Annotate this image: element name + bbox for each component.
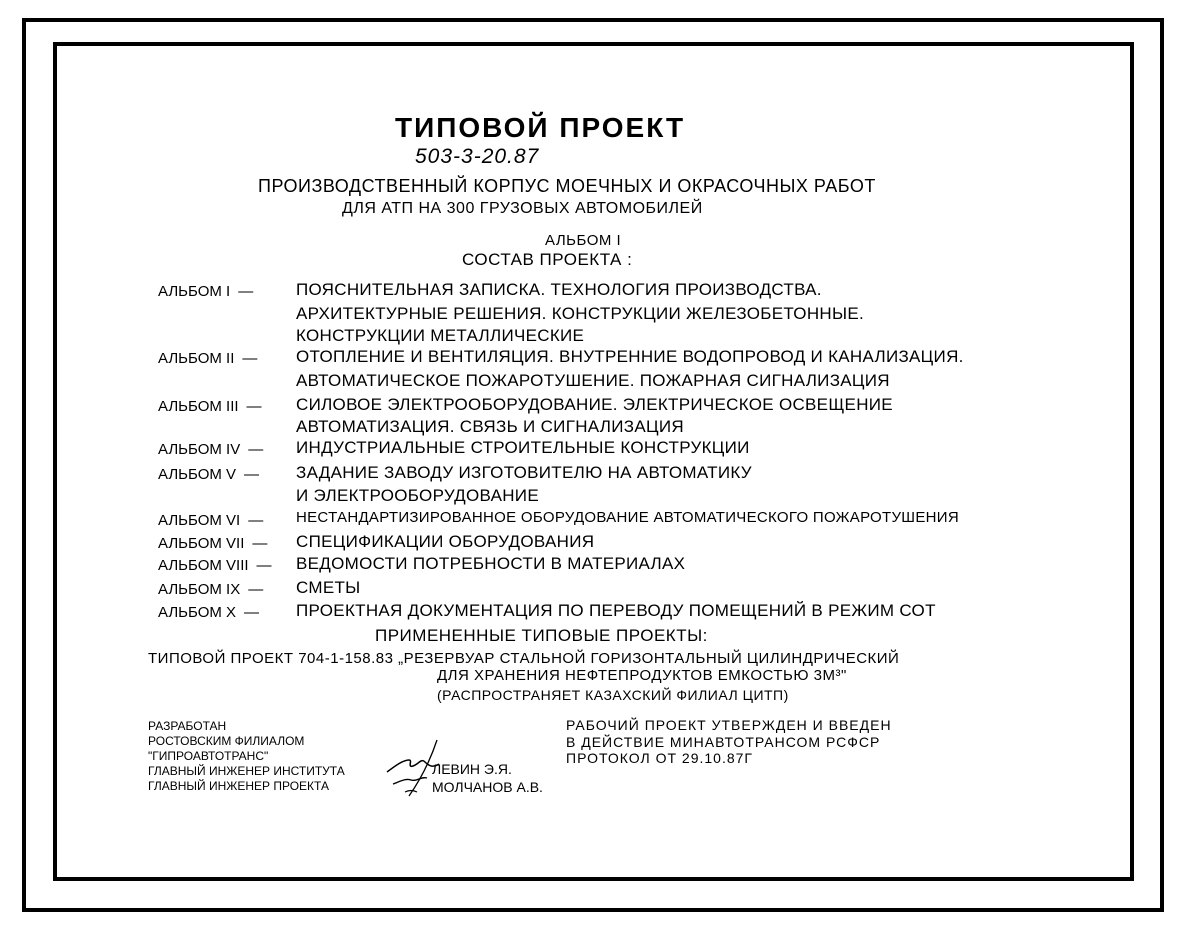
album-label-text: АЛЬБОМ III	[158, 398, 239, 415]
album-label-5	[158, 467, 265, 482]
album-6-line-1: НЕСТАНДАРТИЗИРОВАННОЕ ОБОРУДОВАНИЕ АВТОМАТИЧЕСКОГО ПОЖАРОТУШЕНИЯ	[296, 509, 960, 526]
approval-line-1: РАБОЧИЙ ПРОЕКТ УТВЕРЖДЕН И ВВЕДЕН	[566, 717, 892, 733]
approval-line-2: В ДЕЙСТВИЕ МИНАВТОТРАНСОМ РСФСР	[566, 734, 881, 750]
album-label-10	[158, 605, 265, 620]
project-number: 503-3-20.87	[415, 145, 540, 168]
dash: —	[242, 350, 258, 367]
document-title: ТИПОВОЙ ПРОЕКТ	[395, 112, 686, 143]
album-label-text: АЛЬБОМ II	[158, 350, 235, 367]
applied-project-line-1: ТИПОВОЙ ПРОЕКТ 704-1-158.83 „РЕЗЕРВУАР СТАЛЬНОЙ ГОРИЗОНТАЛЬНЫЙ ЦИЛИНДРИЧЕСКИЙ	[148, 650, 900, 667]
composition-heading: СОСТАВ ПРОЕКТА :	[462, 250, 633, 269]
subtitle-line-2: ДЛЯ АТП НА 300 ГРУЗОВЫХ АВТОМОБИЛЕЙ	[342, 200, 703, 217]
album-label-text: АЛЬБОМ X	[158, 604, 237, 621]
album-1-line-3: КОНСТРУКЦИИ МЕТАЛЛИЧЕСКИЕ	[296, 326, 585, 345]
dash: —	[256, 557, 272, 574]
album-8-line-1: ВЕДОМОСТИ ПОТРЕБНОСТИ В МАТЕРИАЛАХ	[296, 554, 686, 573]
approval-line-3: ПРОТОКОЛ ОТ 29.10.87Г	[566, 750, 754, 766]
album-3-line-1: СИЛОВОЕ ЭЛЕКТРООБОРУДОВАНИЕ. ЭЛЕКТРИЧЕСКОЕ ОСВЕЩЕНИЕ	[296, 395, 893, 414]
developer-line-2: РОСТОВСКИМ ФИЛИАЛОМ	[148, 734, 305, 748]
developer-line-3: "ГИПРОАВТОТРАНС"	[148, 749, 269, 763]
developer-line-1: РАЗРАБОТАН	[148, 719, 227, 733]
album-9-line-1: СМЕТЫ	[296, 578, 361, 597]
signature-image	[383, 738, 443, 805]
album-2-line-2: АВТОМАТИЧЕСКОЕ ПОЖАРОТУШЕНИЕ. ПОЖАРНАЯ СИГНАЛИЗАЦИЯ	[296, 371, 890, 390]
subtitle-line-1: ПРОИЗВОДСТВЕННЫЙ КОРПУС МОЕЧНЫХ И ОКРАСОЧНЫХ РАБОТ	[258, 176, 876, 196]
album-label-1	[158, 284, 259, 299]
album-heading: АЛЬБОМ I	[545, 232, 622, 249]
applied-project-line-2: ДЛЯ ХРАНЕНИЯ НЕФТЕПРОДУКТОВ ЕМКОСТЬЮ 3М³"	[437, 667, 847, 684]
dash: —	[248, 512, 264, 529]
dash: —	[238, 283, 254, 300]
dash: —	[244, 466, 260, 483]
album-2-line-1: ОТОПЛЕНИЕ И ВЕНТИЛЯЦИЯ. ВНУТРЕННИЕ ВОДОПРОВОД И КАНАЛИЗАЦИЯ.	[296, 347, 964, 366]
album-label-text: АЛЬБОМ I	[158, 283, 231, 300]
chief-engineer-project-role: ГЛАВНЫЙ ИНЖЕНЕР ПРОЕКТА	[148, 779, 329, 793]
album-label-text: АЛЬБОМ VII	[158, 535, 245, 552]
applied-project-line-3: (РАСПРОСТРАНЯЕТ КАЗАХСКИЙ ФИЛИАЛ ЦИТП)	[437, 687, 789, 703]
album-label-text: АЛЬБОМ V	[158, 466, 237, 483]
album-label-8	[158, 558, 278, 573]
album-4-line-1: ИНДУСТРИАЛЬНЫЕ СТРОИТЕЛЬНЫЕ КОНСТРУКЦИИ	[296, 438, 750, 457]
album-10-line-1: ПРОЕКТНАЯ ДОКУМЕНТАЦИЯ ПО ПЕРЕВОДУ ПОМЕЩЕНИЙ В РЕЖИМ СОТ	[296, 601, 936, 620]
album-label-text: АЛЬБОМ IV	[158, 441, 241, 458]
dash: —	[248, 441, 264, 458]
album-label-7	[158, 536, 273, 551]
dash: —	[244, 604, 260, 621]
album-7-line-1: СПЕЦИФИКАЦИИ ОБОРУДОВАНИЯ	[296, 532, 595, 551]
dash: —	[246, 398, 262, 415]
album-3-line-2: АВТОМАТИЗАЦИЯ. СВЯЗЬ И СИГНАЛИЗАЦИЯ	[296, 417, 684, 436]
album-1-line-1: ПОЯСНИТЕЛЬНАЯ ЗАПИСКА. ТЕХНОЛОГИЯ ПРОИЗВОДСТВА.	[296, 280, 822, 299]
dash: —	[252, 535, 268, 552]
album-label-text: АЛЬБОМ VI	[158, 512, 241, 529]
album-label-6	[158, 513, 269, 528]
album-5-line-2: И ЭЛЕКТРООБОРУДОВАНИЕ	[296, 486, 539, 505]
dash: —	[248, 581, 264, 598]
chief-engineer-project-name: МОЛЧАНОВ А.В.	[432, 779, 543, 795]
applied-projects-heading: ПРИМЕНЕННЫЕ ТИПОВЫЕ ПРОЕКТЫ:	[375, 626, 708, 645]
album-label-4	[158, 442, 269, 457]
chief-engineer-institute-role: ГЛАВНЫЙ ИНЖЕНЕР ИНСТИТУТА	[148, 764, 345, 778]
chief-engineer-institute-name: ЛЕВИН Э.Я.	[432, 761, 512, 777]
album-label-2	[158, 351, 263, 366]
album-label-text: АЛЬБОМ IX	[158, 581, 241, 598]
album-5-line-1: ЗАДАНИЕ ЗАВОДУ ИЗГОТОВИТЕЛЮ НА АВТОМАТИКУ	[296, 463, 752, 482]
album-label-3	[158, 399, 268, 414]
album-label-9	[158, 582, 269, 597]
album-label-text: АЛЬБОМ VIII	[158, 557, 249, 574]
album-1-line-2: АРХИТЕКТУРНЫЕ РЕШЕНИЯ. КОНСТРУКЦИИ ЖЕЛЕЗОБЕТОННЫЕ.	[296, 304, 864, 323]
